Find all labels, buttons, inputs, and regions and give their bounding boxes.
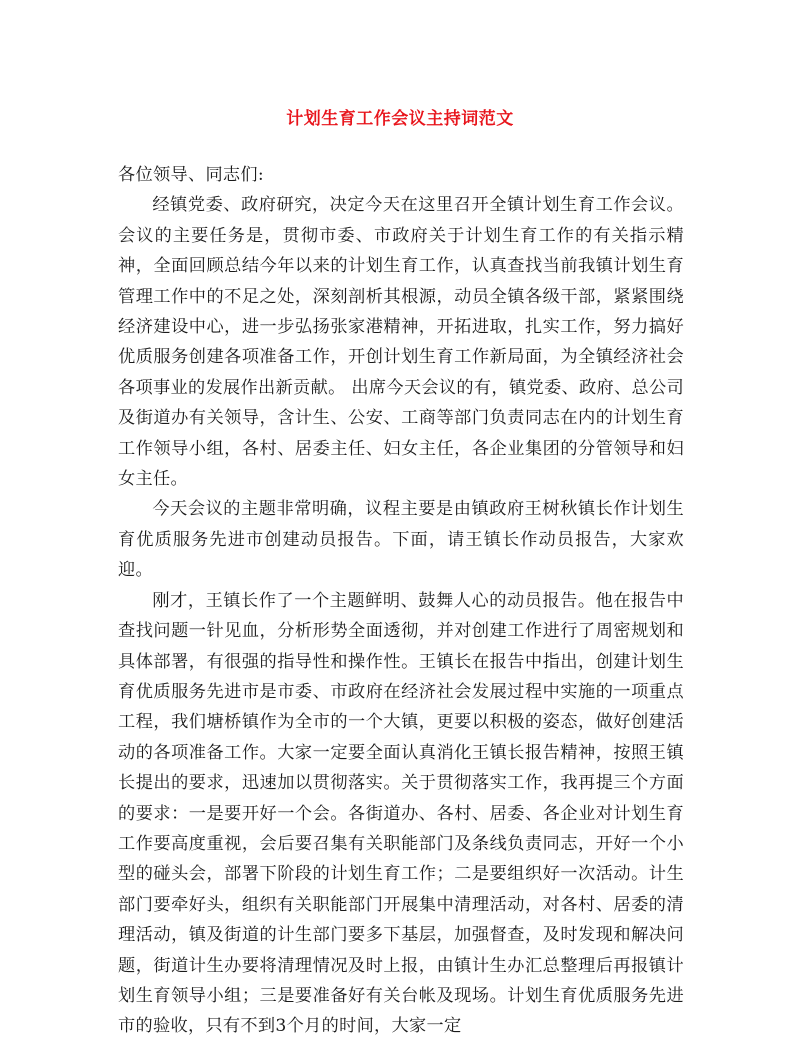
paragraph-2: 今天会议的主题非常明确，议程主要是由镇政府王树秋镇长作计划生育优质服务先进市创建动员报告。下面，请王镇长作动员报告，大家欢迎。 (118, 499, 684, 581)
document-title: 计划生育工作会议主持词范文 (286, 109, 514, 129)
paragraph-1: 经镇党委、政府研究，决定今天在这里召开全镇计划生育工作会议。会议的主要任务是，贯彻市委、市政府关于计划生育工作的有关指示精神，全面回顾总结今年以来的计划生育工作，认真查找当前我镇计划生育管理工作中的不足之处，深刻剖析其根源，动员全镇各级干部，紧紧围绕经济建设中心，进一步弘扬张家港精神，开拓进取，扎实工作，努力搞好优质服务创建各项准备工作，开创计划生育工作新局面，为全镇经济社会各项事业的发展作出新贡献。 出席今天会议的有，镇党委、政府、总公司及街道办有关领导，含计生、公安、工商等部门负责同志在内的计划生育工作领导小组，各村、居委主任、妇女主任，各企业集团的分管领导和妇女主任。 (118, 195, 684, 490)
salutation: 各位领导、同志们: (118, 165, 264, 185)
paragraph-3: 刚才，王镇长作了一个主题鲜明、鼓舞人心的动员报告。他在报告中查找问题一针见血，分析形势全面透彻，并对创建工作进行了周密规划和具体部署，有很强的指导性和操作性。王镇长在报告中指出，创建计划生育优质服务先进市是市委、市政府在经济社会发展过程中实施的一项重点工程，我们塘桥镇作为全市的一个大镇，更要以积极的姿态，做好创建活动的各项准备工作。大家一定要全面认真消化王镇长报告精神，按照王镇长提出的要求，迅速加以贯彻落实。关于贯彻落实工作，我再提三个方面的要求：一是要开好一个会。各街道办、各村、居委、各企业对计划生育工作要高度重视，会后要召集有关职能部门及条线负责同志，开好一个小型的碰头会，部署下阶段的计划生育工作；二是要组织好一次活动。计生部门要牵好头，组织有关职能部门开展集中清理活动，对各村、居委的清理活动，镇及街道的计生部门要多下基层，加强督查，及时发现和解决问题，街道计生办要将清理情况及时上报，由镇计生办汇总整理后再报镇计划生育领导小组；三是要准备好有关台帐及现场。计划生育优质服务先进市的验收，只有不到3个月的时间，大家一定 (118, 590, 684, 1037)
document-body (118, 160, 684, 1042)
